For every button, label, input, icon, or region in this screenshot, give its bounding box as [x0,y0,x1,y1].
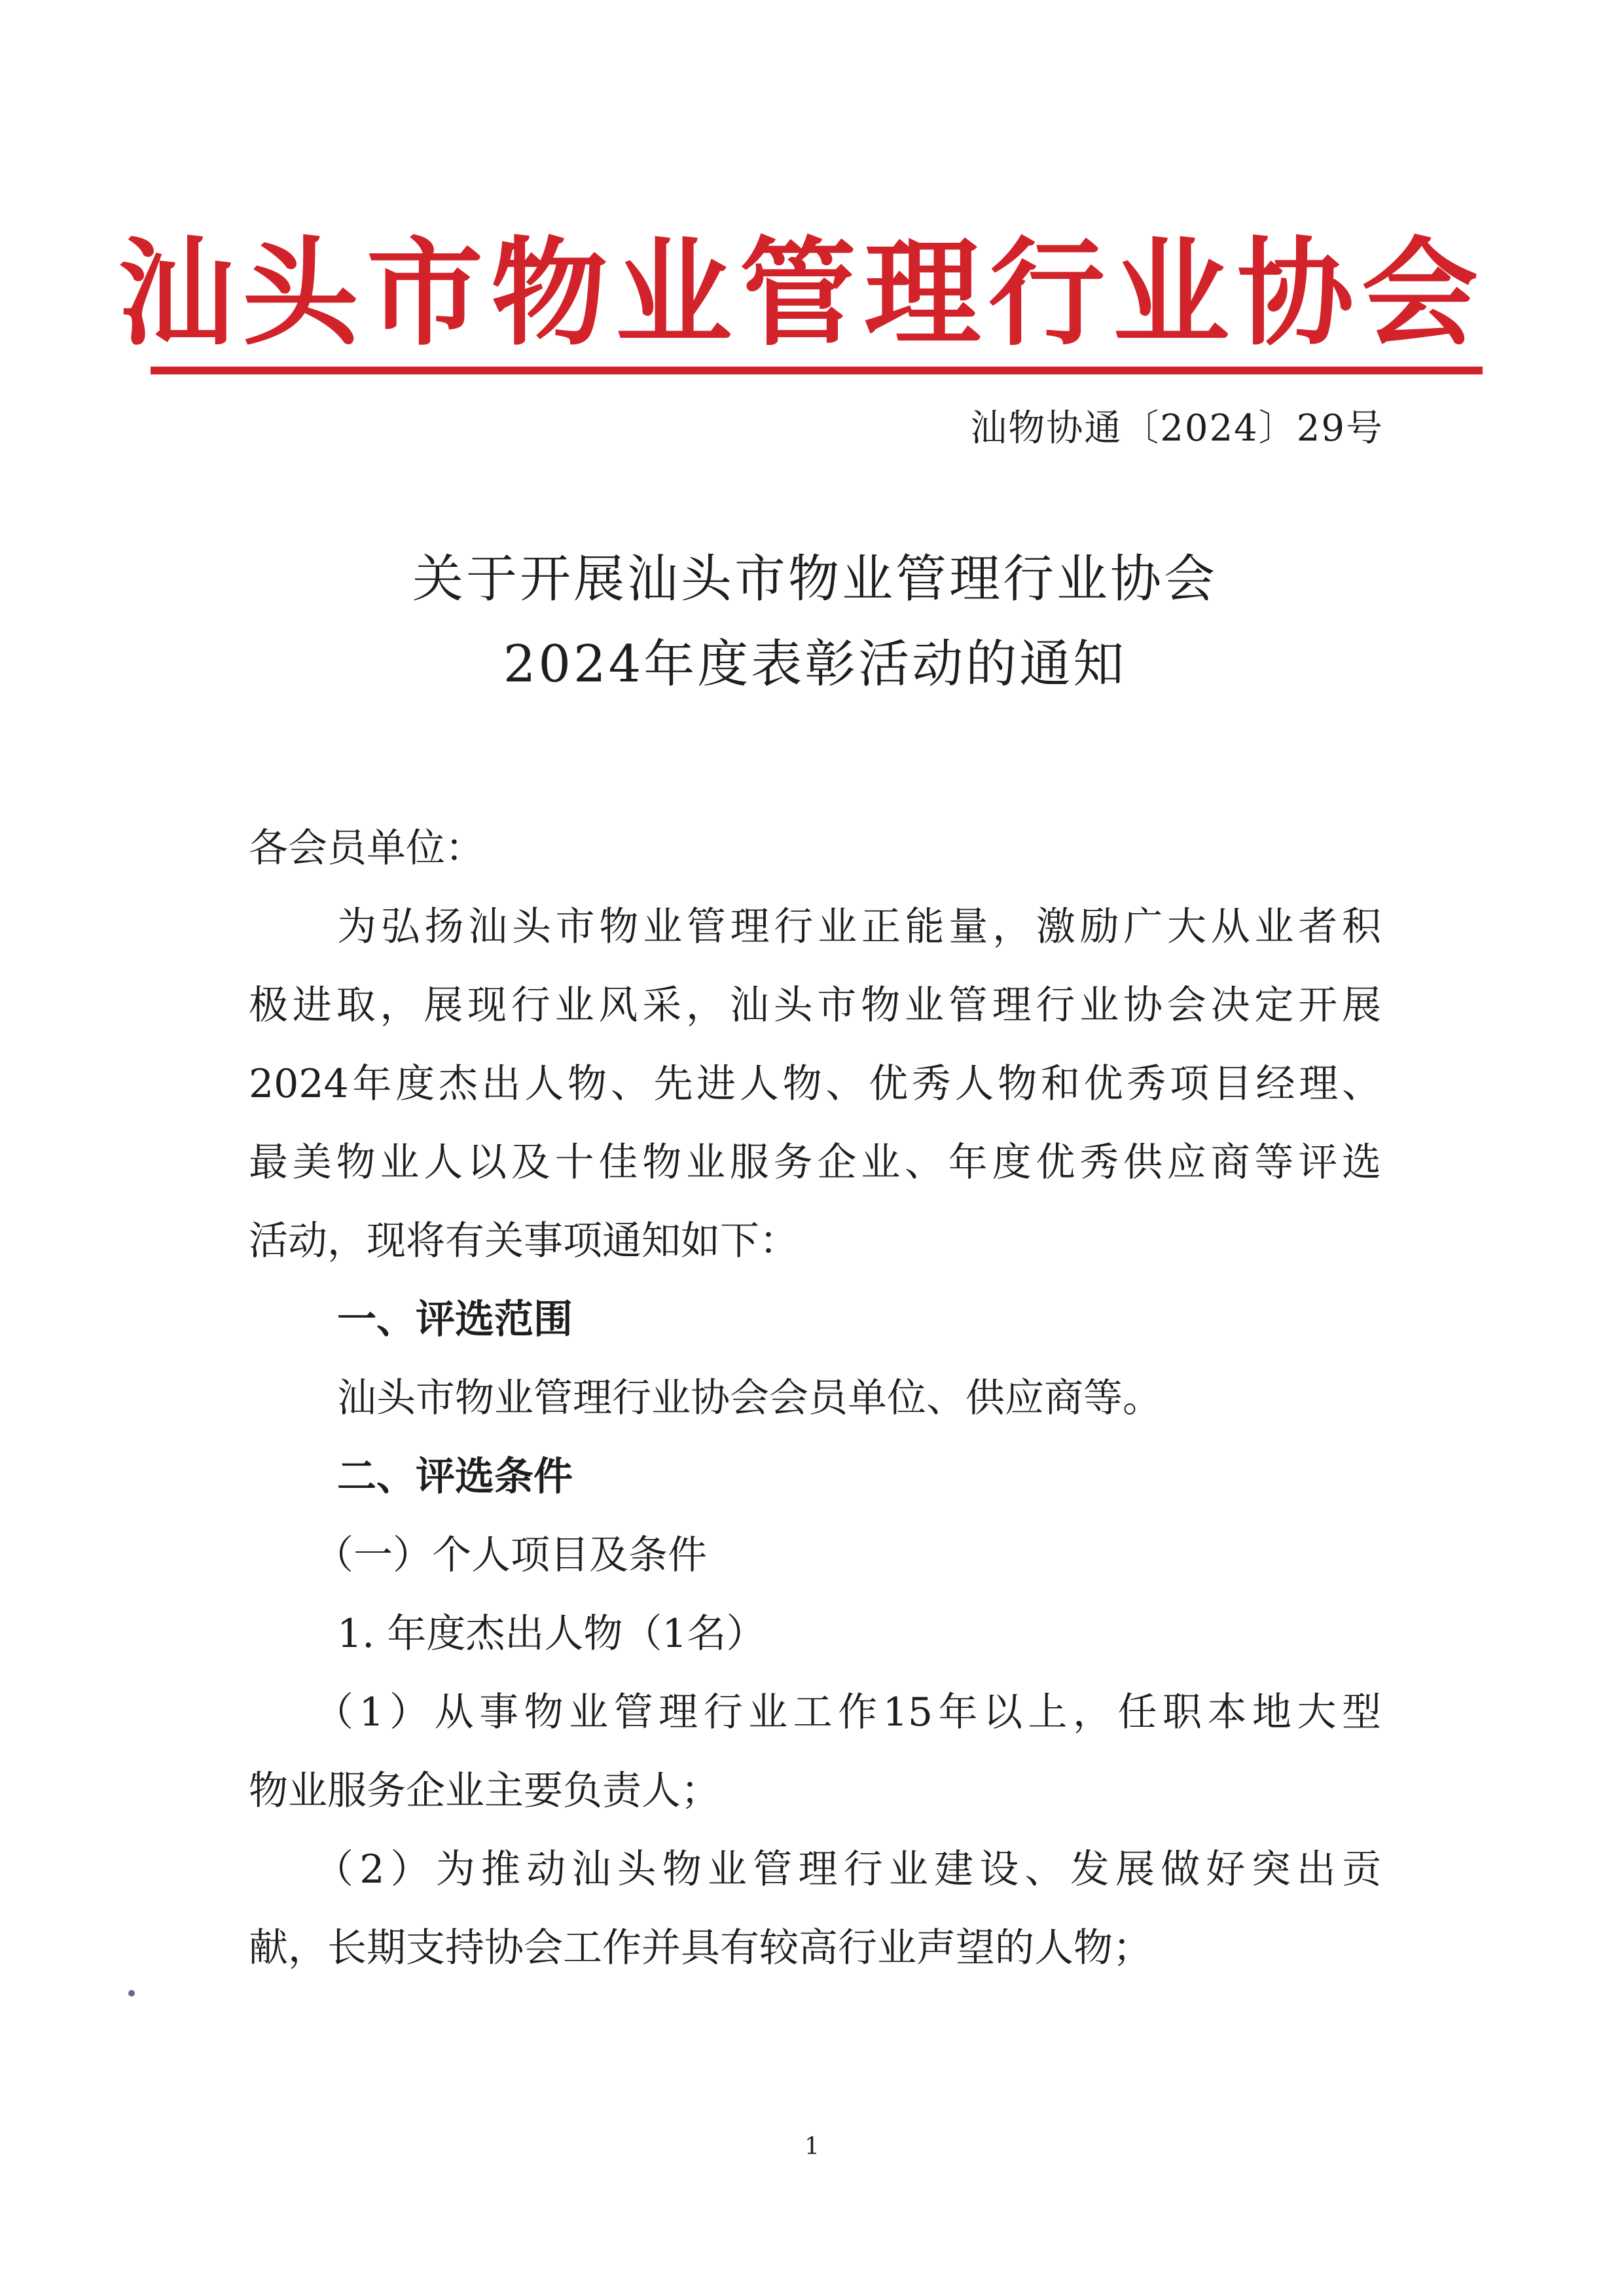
condition-paragraph-2 [249,1830,1381,1987]
intro-line: 为弘扬汕头市物业管理行业正能量，激励广大从业者积 [337,904,1381,950]
notice-body [249,809,1381,1987]
salutation: 各会员单位： [249,825,484,871]
condition-line: 物业服务企业主要负责人； [249,1768,720,1814]
notice-title [249,537,1381,707]
section-heading-scope: 一、评选范围 [337,1297,573,1343]
condition-line: 献，长期支持协会工作并具有较高行业声望的人物； [249,1925,1152,1971]
title-line-2: 2024年度表彰活动的通知 [503,635,1127,694]
subsection-heading-individual: （一）个人项目及条件 [314,1532,707,1578]
section-scope-text: 汕头市物业管理行业协会会员单位、供应商等。 [337,1375,1162,1421]
title-line-1: 关于开展汕头市物业管理行业协会 [412,550,1218,609]
item-heading-outstanding-person: 1. 年度杰出人物（1名） [337,1611,766,1657]
section-heading-criteria: 二、评选条件 [337,1454,573,1500]
condition-paragraph-1 [249,1673,1381,1830]
intro-line: 最美物业人以及十佳物业服务企业、年度优秀供应商等评选 [249,1140,1381,1185]
intro-line: 活动，现将有关事项通知如下： [249,1218,799,1264]
scan-artifact-dot [128,1990,135,1997]
organization-letterhead: 汕头市物业管理行业协会 [118,226,1486,361]
condition-line: （2）为推动汕头物业管理行业建设、发展做好突出贡 [314,1847,1381,1892]
page-number: 1 [804,2133,820,2160]
intro-paragraph [249,888,1381,1280]
document-number: 汕物协通〔2024〕29号 [970,407,1384,450]
intro-line: 2024年度杰出人物、先进人物、优秀人物和优秀项目经理、 [249,1061,1381,1107]
condition-line: （1）从事物业管理行业工作15年以上，任职本地大型 [314,1690,1381,1735]
intro-line: 极进取，展现行业风采，汕头市物业管理行业协会决定开展 [249,983,1381,1028]
letterhead-red-rule [151,367,1483,374]
